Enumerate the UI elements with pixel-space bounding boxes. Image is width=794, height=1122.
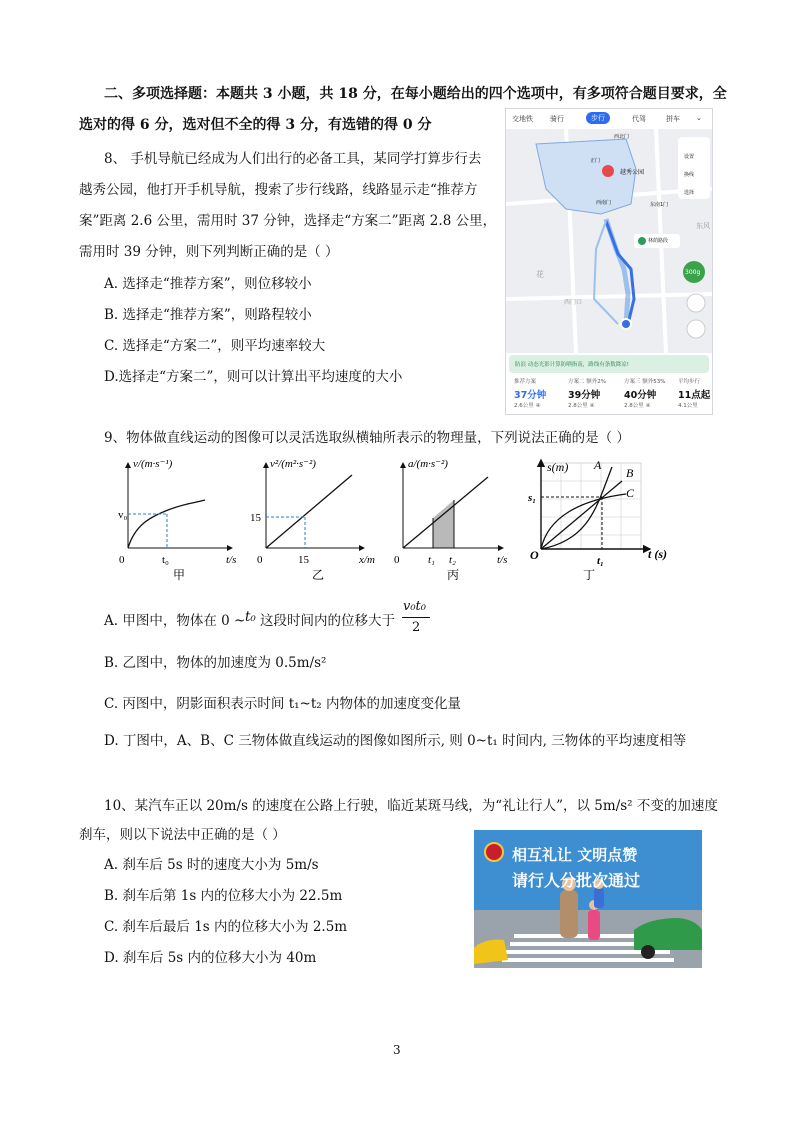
q9-option-d: D. 丁图中，A、B、C 三物体做直线运动的图像如图所示, 则 0~t₁ 时间内, 三物体的平均速度相等	[104, 733, 687, 749]
graph-bing-t2: t₂	[449, 554, 456, 566]
graph-ding-xlabel: t (s)	[648, 547, 667, 561]
graph-jia-origin: 0	[119, 554, 125, 566]
q10-option-b: B. 刹车后第 1s 内的位移大小为 22.5m	[104, 888, 343, 904]
section-heading-line1: 二、多项选择题：本题共 3 小题，共 18 分，在每小题给出的四个选项中，有多项符合题目要求，全	[104, 86, 727, 102]
graph-bing-caption: 丙	[447, 568, 460, 582]
page-number: 3	[393, 1043, 401, 1057]
tab-driver[interactable]: 代驾	[632, 115, 646, 123]
map-place-label: 西门口	[564, 299, 583, 306]
q10-stem-line2: 刹车，则以下说法中正确的是（ ）	[79, 827, 286, 843]
graph-ding-caption: 丁	[583, 568, 596, 582]
route-panel	[506, 353, 712, 414]
graph-jia-xlabel: t/s	[226, 554, 237, 566]
graph-yi-ylabel: v²/(m²·s⁻²)	[270, 458, 316, 470]
graph-ding-curve-b: B	[626, 466, 634, 480]
map-side-button[interactable]: 换线	[684, 172, 695, 178]
map-side-button[interactable]: 设置	[684, 154, 695, 160]
graph-jia	[118, 458, 236, 582]
q10-option-d: D. 刹车后 5s 内的位移大小为 40m	[104, 950, 317, 966]
graph-ding-ylabel: s(m)	[547, 460, 569, 474]
map-mode-tabs	[506, 109, 712, 129]
q8-stem-line: 案”距离 2.6 公里，需用时 37 分钟，选择走“方案二”距离 2.8 公里，	[79, 213, 497, 229]
banner-slogan-2: 请行人分批次通过	[512, 871, 641, 890]
map-place-label: 林荫路段	[648, 238, 669, 244]
graph-bing-xlabel: t/s	[497, 554, 508, 566]
route-option[interactable]: 方案二 额外2% 39分钟 2.8公里 ④	[568, 379, 606, 409]
graph-yi	[250, 458, 375, 582]
route-option[interactable]: 推荐方案 37分钟 2.6公里 ④	[514, 379, 547, 409]
section-heading-line2: 选对的得 6 分，选对但不全的得 3 分，有选错的得 0 分	[79, 117, 432, 133]
map-place-label: 正门	[590, 158, 601, 164]
q8-option-d: D.选择走“方案二”，则可以计算出平均速度的大小	[104, 369, 403, 385]
q8-option-a: A. 选择走“推荐方案”，则位移较小	[104, 276, 312, 292]
route-option[interactable]: 方案三 额外53% 40分钟 2.8公里 ④	[624, 379, 666, 409]
graph-bing-t1: t₁	[428, 554, 435, 566]
q9-graphs	[0, 455, 794, 595]
graph-ding-curve-c: C	[626, 486, 635, 500]
q10-option-a: A. 刹车后 5s 时的速度大小为 5m/s	[104, 857, 319, 873]
tab-bike[interactable]: 骑行	[550, 115, 564, 123]
map-side-button[interactable]: 选择	[684, 190, 695, 196]
map-place-label: 花	[536, 270, 544, 279]
map-place-label: 东风	[696, 222, 710, 230]
banner-slogan-1: 相互礼让 文明点赞	[512, 846, 638, 864]
graph-ding-s1: s₁	[528, 492, 537, 504]
q8-option-c: C. 选择走“方案二”，则平均速率较大	[104, 338, 326, 354]
q9-fraction-den: 2	[412, 620, 421, 635]
q9-fraction-bar	[402, 617, 430, 618]
graph-yi-y15: 15	[250, 512, 261, 524]
map-place-label: 西北门	[614, 134, 630, 140]
q9-stem: 9、物体做直线运动的图像可以灵活选取纵横轴所表示的物理量，下列说法正确的是（ ）	[104, 430, 630, 446]
q10-option-c: C. 刹车后最后 1s 内的位移大小为 2.5m	[104, 919, 348, 935]
graph-bing-ylabel: a/(m·s⁻²)	[408, 458, 448, 470]
map-canvas	[506, 109, 712, 353]
graph-jia-caption: 甲	[173, 568, 186, 582]
crosswalk-banner-image	[474, 830, 702, 968]
q8-option-b: B. 选择走“推荐方案”，则路程较小	[104, 307, 312, 323]
q9-fraction-num: v₀t₀	[403, 599, 426, 614]
q8-stem-line: 8、 手机导航已经成为人们出行的必备工具，某同学打算步行去	[104, 151, 482, 167]
route-tip	[509, 355, 709, 373]
tab-subway[interactable]: 交地铁	[512, 115, 533, 123]
graph-jia-t0: t₀	[162, 554, 169, 566]
graph-jia-ylabel: v/(m·s⁻¹)	[133, 458, 173, 470]
q9-option-b: B. 乙图中，物体的加速度为 0.5m/s²	[104, 655, 327, 671]
tab-carpool[interactable]: 拼车	[666, 115, 680, 123]
graph-bing-origin: 0	[394, 554, 400, 566]
q9-option-c: C. 丙图中，阴影面积表示时间 t₁~t₂ 内物体的加速度变化量	[104, 696, 461, 712]
map-place-label: 越秀公园	[620, 169, 645, 176]
carbon-badge: 300g	[685, 269, 701, 276]
graph-yi-caption: 乙	[312, 568, 325, 582]
graph-yi-origin: 0	[257, 554, 263, 566]
navigation-map-screenshot	[505, 108, 713, 415]
graph-ding	[527, 458, 667, 582]
q8-stem-line: 需用时 39 分钟，则下列判断正确的是（ ）	[79, 244, 339, 260]
graph-ding-t1: t₁	[597, 555, 604, 567]
tab-walk[interactable]: 步行	[586, 112, 610, 124]
graph-ding-curve-a: A	[594, 458, 602, 472]
route-option[interactable]: 平均步行 11点起 4.1公里	[678, 379, 711, 409]
graph-ding-origin: O	[530, 548, 539, 562]
map-place-label: 东南1门	[650, 202, 669, 208]
route-tip-text: 防浪 动态光影计算防晒指南，路线有条数降凉!	[515, 362, 629, 368]
graph-bing	[394, 458, 507, 582]
q8-stem-line: 越秀公园，他打开手机导航，搜索了步行线路，线路显示走“推荐方	[79, 182, 478, 198]
graph-jia-v0: v₀	[118, 509, 128, 521]
chevron-down-icon[interactable]: ⌄	[696, 114, 702, 122]
graph-yi-xlabel: x/m	[359, 554, 375, 566]
graph-yi-x15: 15	[298, 554, 309, 566]
map-place-label: 西南门	[596, 200, 612, 206]
q10-stem-line1: 10、某汽车正以 20m/s 的速度在公路上行驶，临近某斑马线，为“礼让行人”，以 5m/s² 不变的加速度	[104, 798, 718, 814]
